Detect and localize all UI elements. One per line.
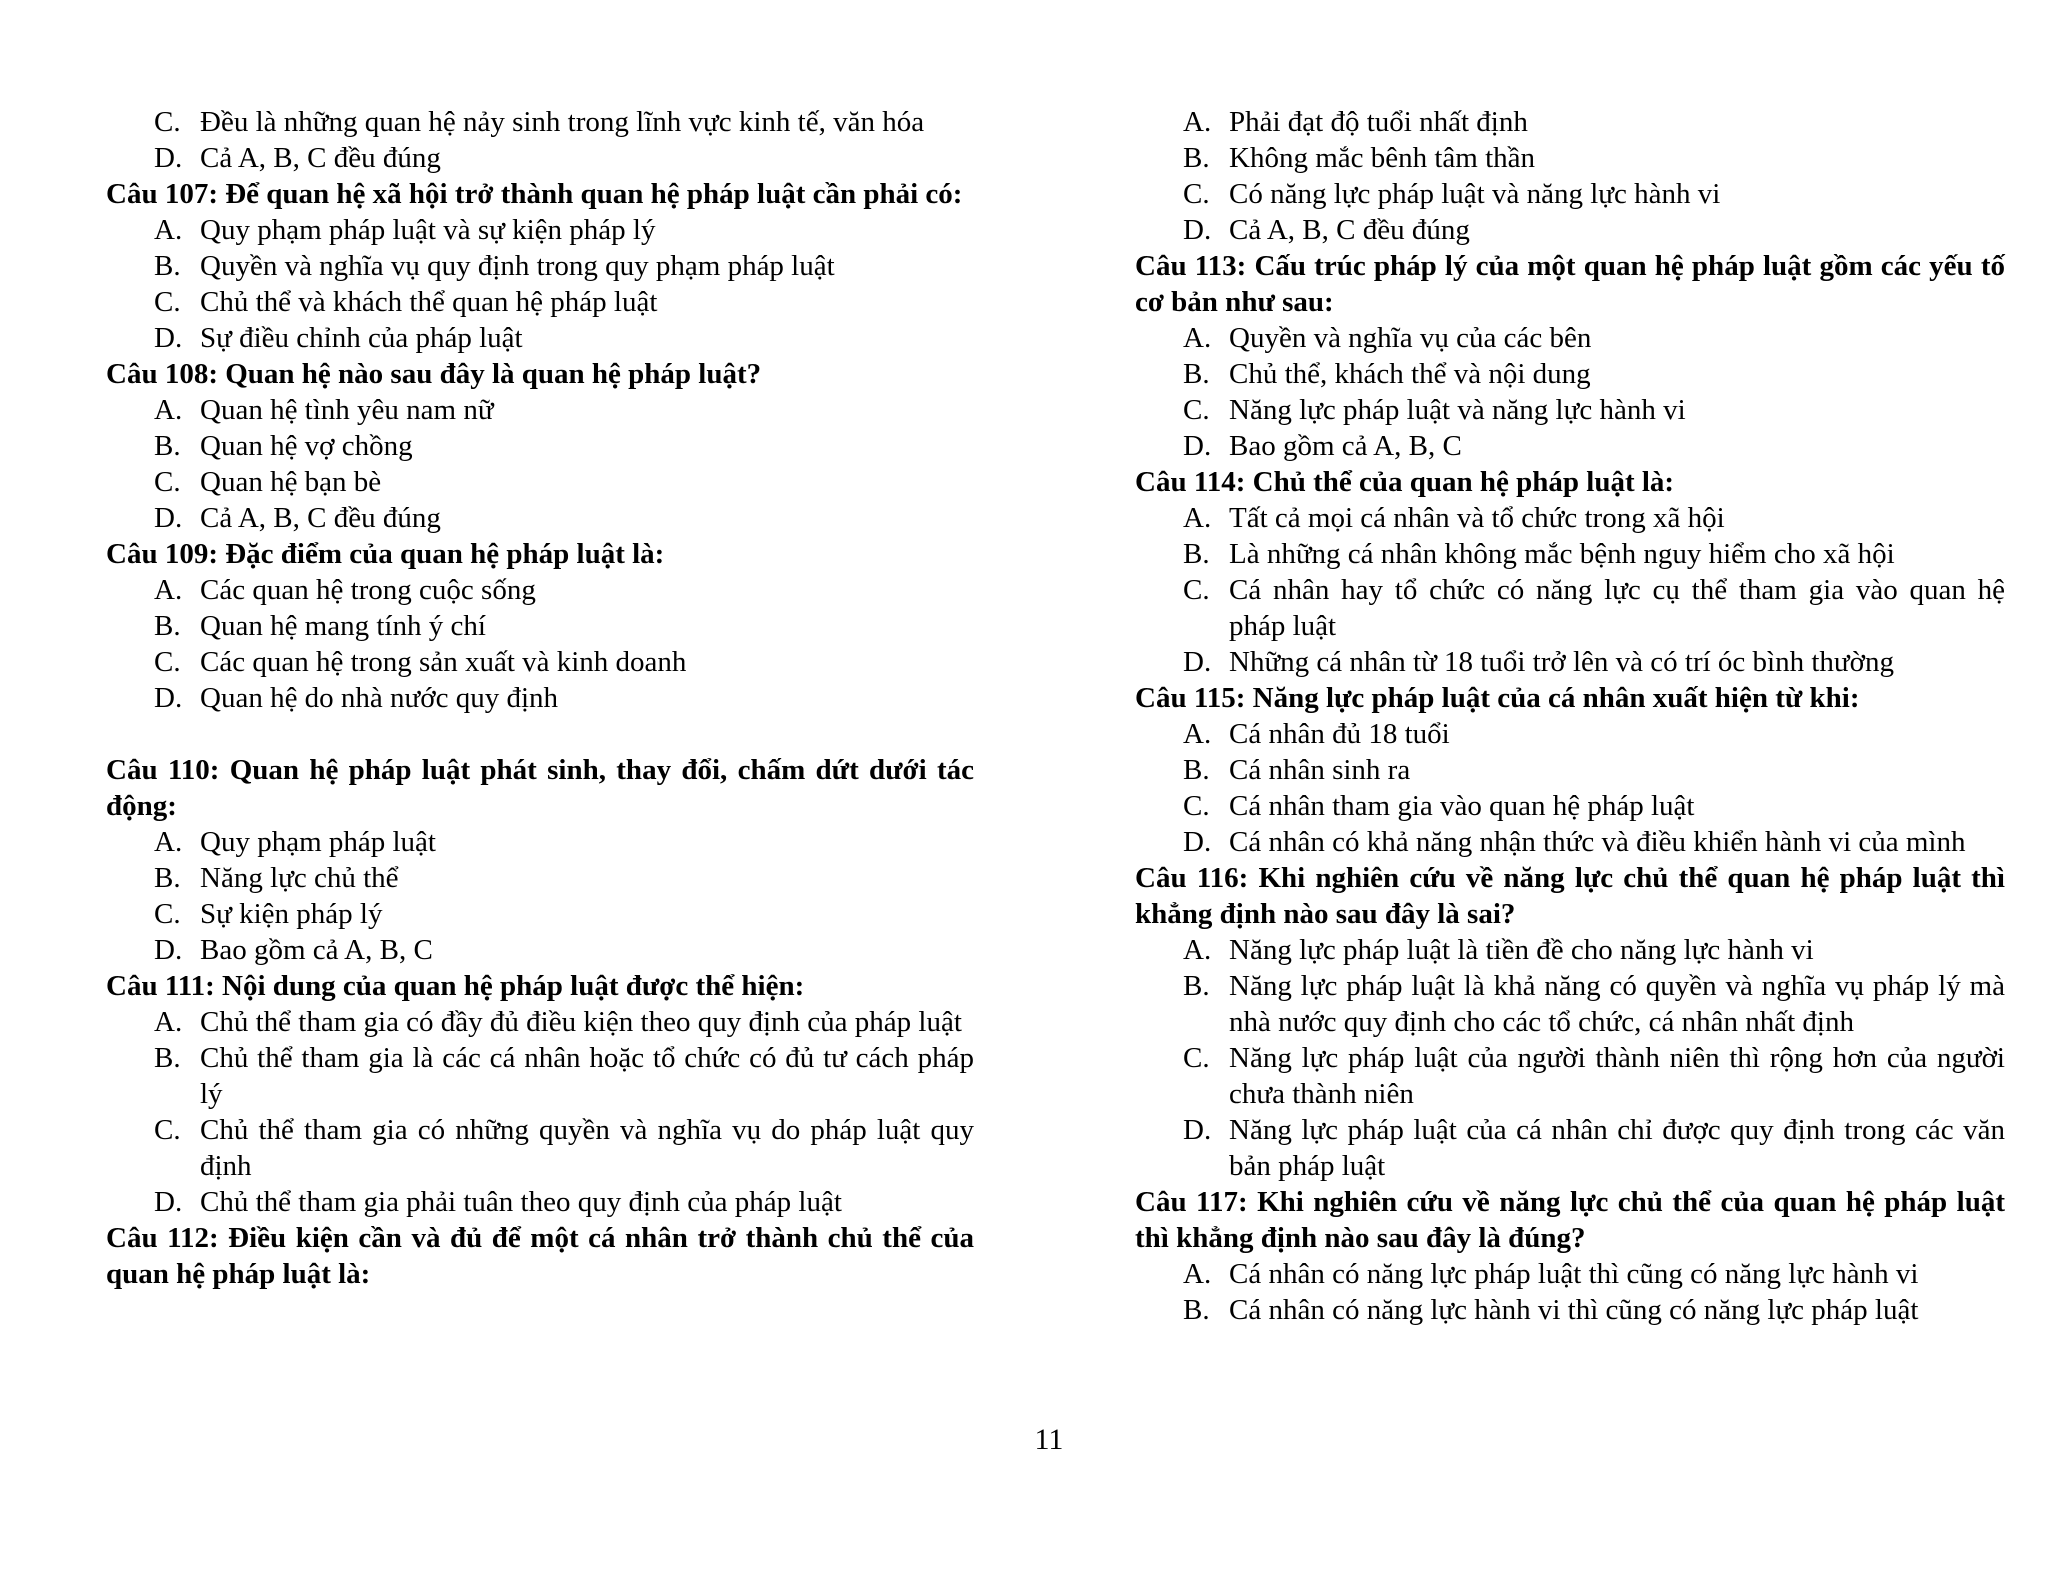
left-column xyxy=(106,104,974,1292)
option-letter: D. xyxy=(1183,826,1212,858)
option-item xyxy=(106,428,974,464)
option-letter: D. xyxy=(154,682,183,714)
option-letter: D. xyxy=(1183,430,1212,462)
question-115-title: Câu 115: Năng lực pháp luật của cá nhân xuất hiện từ khi: xyxy=(1135,682,1860,714)
option-text: Là những cá nhân không mắc bệnh nguy hiểm cho xã hội xyxy=(1229,538,1895,570)
option-letter: B. xyxy=(154,1042,181,1074)
option-item xyxy=(106,320,974,356)
option-item xyxy=(106,1004,974,1040)
option-letter: A. xyxy=(1183,502,1212,534)
option-item xyxy=(1135,320,2005,356)
option-text: Quan hệ bạn bè xyxy=(200,466,382,498)
option-item xyxy=(1135,572,2005,644)
option-letter: C. xyxy=(1183,1042,1210,1074)
option-letter: A. xyxy=(154,1006,183,1038)
option-item xyxy=(106,140,974,176)
option-text: Năng lực pháp luật của người thành niên thì rộng hơn của người chưa thành niên xyxy=(1229,1042,2005,1110)
option-text: Quy phạm pháp luật và sự kiện pháp lý xyxy=(200,214,656,246)
option-text: Quyền và nghĩa vụ của các bên xyxy=(1229,322,1592,354)
option-letter: B. xyxy=(154,430,181,462)
option-text: Quan hệ mang tính ý chí xyxy=(200,610,486,642)
option-letter: A. xyxy=(1183,1258,1212,1290)
option-item xyxy=(106,212,974,248)
option-item xyxy=(106,464,974,500)
question-112-options xyxy=(1135,104,2005,248)
option-letter: D. xyxy=(154,1186,183,1218)
option-text: Cá nhân tham gia vào quan hệ pháp luật xyxy=(1229,790,1695,822)
question-108-title: Câu 108: Quan hệ nào sau đây là quan hệ pháp luật? xyxy=(106,358,762,390)
option-text: Năng lực pháp luật là khả năng có quyền và nghĩa vụ pháp lý mà nhà nước quy định cho các tổ chức, cá nhân nhất định xyxy=(1229,970,2005,1038)
question-115-options xyxy=(1135,716,2005,860)
option-text: Năng lực pháp luật và năng lực hành vi xyxy=(1229,394,1686,426)
option-letter: C. xyxy=(154,466,181,498)
option-letter: A. xyxy=(154,394,183,426)
option-letter: C. xyxy=(154,1114,181,1146)
option-letter: B. xyxy=(1183,970,1210,1002)
option-letter: D. xyxy=(1183,646,1212,678)
option-letter: B. xyxy=(1183,754,1210,786)
option-item xyxy=(1135,536,2005,572)
question-108-options xyxy=(106,392,974,536)
option-item xyxy=(1135,716,2005,752)
option-item xyxy=(1135,500,2005,536)
question-109-title: Câu 109: Đặc điểm của quan hệ pháp luật là: xyxy=(106,538,665,570)
option-text: Quan hệ tình yêu nam nữ xyxy=(200,394,494,426)
option-item xyxy=(1135,932,2005,968)
option-letter: C. xyxy=(1183,178,1210,210)
option-letter: B. xyxy=(154,610,181,642)
option-text: Cả A, B, C đều đúng xyxy=(1229,214,1470,246)
option-text: Năng lực chủ thể xyxy=(200,862,399,894)
option-item xyxy=(106,392,974,428)
option-item xyxy=(1135,356,2005,392)
option-text: Năng lực pháp luật của cá nhân chỉ được quy định trong các văn bản pháp luật xyxy=(1229,1114,2005,1182)
option-text: Năng lực pháp luật là tiền đề cho năng lực hành vi xyxy=(1229,934,1814,966)
option-text: Quy phạm pháp luật xyxy=(200,826,436,858)
question-113-options xyxy=(1135,320,2005,464)
option-letter: A. xyxy=(1183,322,1212,354)
option-text: Sự điều chỉnh của pháp luật xyxy=(200,322,523,354)
option-item xyxy=(106,284,974,320)
option-letter: B. xyxy=(154,250,181,282)
option-item xyxy=(106,572,974,608)
question-113-title: Câu 113: Cấu trúc pháp lý của một quan hệ pháp luật gồm các yếu tố cơ bản như sau: xyxy=(1135,250,2005,318)
option-letter: B. xyxy=(1183,142,1210,174)
option-letter: C. xyxy=(1183,394,1210,426)
option-letter: A. xyxy=(154,574,183,606)
question-114-options xyxy=(1135,500,2005,680)
question-116-title: Câu 116: Khi nghiên cứu về năng lực chủ thể quan hệ pháp luật thì khẳng định nào sau đây là sai? xyxy=(1135,862,2005,930)
option-text: Các quan hệ trong cuộc sống xyxy=(200,574,536,606)
option-text: Cá nhân có năng lực hành vi thì cũng có năng lực pháp luật xyxy=(1229,1294,1919,1326)
option-letter: D. xyxy=(154,142,183,174)
question-114-title: Câu 114: Chủ thể của quan hệ pháp luật là: xyxy=(1135,466,1675,498)
option-letter: C. xyxy=(154,106,181,138)
option-text: Cá nhân có năng lực pháp luật thì cũng có năng lực hành vi xyxy=(1229,1258,1919,1290)
option-letter: C. xyxy=(1183,574,1210,606)
question-107-title: Câu 107: Để quan hệ xã hội trở thành quan hệ pháp luật cần phải có: xyxy=(106,178,963,210)
question-109-options xyxy=(106,572,974,716)
option-letter: C. xyxy=(154,646,181,678)
option-letter: D. xyxy=(154,934,183,966)
option-item xyxy=(106,1040,974,1112)
option-text: Sự kiện pháp lý xyxy=(200,898,383,930)
option-item xyxy=(106,1184,974,1220)
option-letter: C. xyxy=(154,898,181,930)
option-item xyxy=(1135,1040,2005,1112)
option-text: Cá nhân hay tổ chức có năng lực cụ thể tham gia vào quan hệ pháp luật xyxy=(1229,574,2005,642)
option-letter: B. xyxy=(1183,1294,1210,1326)
option-letter: C. xyxy=(154,286,181,318)
option-item xyxy=(1135,824,2005,860)
option-item xyxy=(106,896,974,932)
option-text: Không mắc bênh tâm thần xyxy=(1229,142,1536,174)
question-110-title: Câu 110: Quan hệ pháp luật phát sinh, thay đổi, chấm dứt dưới tác động: xyxy=(106,754,974,822)
option-item xyxy=(106,248,974,284)
option-item xyxy=(106,860,974,896)
option-letter: A. xyxy=(154,214,183,246)
option-letter: A. xyxy=(1183,718,1212,750)
page-number: 11 xyxy=(1034,1423,1064,1456)
option-text: Quan hệ vợ chồng xyxy=(200,430,413,462)
option-letter: D. xyxy=(1183,1114,1212,1146)
option-text: Chủ thể tham gia phải tuân theo quy định của pháp luật xyxy=(200,1186,842,1218)
option-text: Bao gồm cả A, B, C xyxy=(1229,430,1462,462)
option-item xyxy=(1135,212,2005,248)
option-item xyxy=(106,104,974,140)
option-letter: B. xyxy=(154,862,181,894)
option-letter: D. xyxy=(154,322,183,354)
option-item xyxy=(106,1112,974,1184)
option-letter: B. xyxy=(1183,358,1210,390)
option-item xyxy=(1135,176,2005,212)
option-letter: D. xyxy=(1183,214,1212,246)
option-text: Tất cả mọi cá nhân và tổ chức trong xã hội xyxy=(1229,502,1725,534)
question-117-options xyxy=(1135,1256,2005,1328)
option-item xyxy=(1135,1292,2005,1328)
option-item xyxy=(1135,392,2005,428)
option-text: Chủ thể tham gia có đầy đủ điều kiện theo quy định của pháp luật xyxy=(200,1006,962,1038)
question-112-title: Câu 112: Điều kiện cần và đủ để một cá nhân trở thành chủ thể của quan hệ pháp luật là: xyxy=(106,1222,974,1290)
option-text: Chủ thể tham gia có những quyền và nghĩa vụ do pháp luật quy định xyxy=(200,1114,974,1182)
option-item xyxy=(1135,752,2005,788)
option-item xyxy=(1135,1256,2005,1292)
option-text: Cá nhân đủ 18 tuổi xyxy=(1229,718,1450,750)
option-item xyxy=(106,680,974,716)
option-text: Cá nhân có khả năng nhận thức và điều khiển hành vi của mình xyxy=(1229,826,1966,858)
option-text: Những cá nhân từ 18 tuổi trở lên và có trí óc bình thường xyxy=(1229,646,1894,678)
right-column xyxy=(1135,104,2005,1328)
option-text: Chủ thể và khách thể quan hệ pháp luật xyxy=(200,286,658,318)
option-item xyxy=(1135,788,2005,824)
question-107-options xyxy=(106,212,974,356)
option-text: Quyền và nghĩa vụ quy định trong quy phạm pháp luật xyxy=(200,250,835,282)
blank-line xyxy=(106,716,974,752)
continued-options xyxy=(106,104,974,176)
option-item xyxy=(106,824,974,860)
option-item xyxy=(1135,140,2005,176)
option-item xyxy=(1135,1112,2005,1184)
option-letter: A. xyxy=(1183,106,1212,138)
option-item xyxy=(106,608,974,644)
option-text: Có năng lực pháp luật và năng lực hành vi xyxy=(1229,178,1721,210)
option-letter: C. xyxy=(1183,790,1210,822)
option-item xyxy=(1135,968,2005,1040)
option-item xyxy=(1135,428,2005,464)
option-text: Chủ thể, khách thể và nội dung xyxy=(1229,358,1591,390)
option-letter: A. xyxy=(154,826,183,858)
option-text: Bao gồm cả A, B, C xyxy=(200,934,433,966)
option-letter: D. xyxy=(154,502,183,534)
option-item xyxy=(1135,644,2005,680)
option-text: Cả A, B, C đều đúng xyxy=(200,502,441,534)
option-item xyxy=(1135,104,2005,140)
option-text: Cá nhân sinh ra xyxy=(1229,754,1411,786)
question-117-title: Câu 117: Khi nghiên cứu về năng lực chủ thể của quan hệ pháp luật thì khẳng định nào sau đây là đúng? xyxy=(1135,1186,2005,1254)
option-text: Đều là những quan hệ nảy sinh trong lĩnh vực kinh tế, văn hóa xyxy=(200,106,925,138)
option-letter: A. xyxy=(1183,934,1212,966)
option-item xyxy=(106,500,974,536)
option-text: Chủ thể tham gia là các cá nhân hoặc tổ chức có đủ tư cách pháp lý xyxy=(200,1042,974,1110)
question-110-options xyxy=(106,824,974,968)
question-111-options xyxy=(106,1004,974,1220)
option-item xyxy=(106,932,974,968)
option-text: Quan hệ do nhà nước quy định xyxy=(200,682,559,714)
question-116-options xyxy=(1135,932,2005,1184)
option-text: Phải đạt độ tuổi nhất định xyxy=(1229,106,1528,138)
option-text: Các quan hệ trong sản xuất và kinh doanh xyxy=(200,646,687,678)
option-letter: B. xyxy=(1183,538,1210,570)
option-item xyxy=(106,644,974,680)
question-111-title: Câu 111: Nội dung của quan hệ pháp luật được thể hiện: xyxy=(106,970,805,1002)
option-text: Cả A, B, C đều đúng xyxy=(200,142,441,174)
